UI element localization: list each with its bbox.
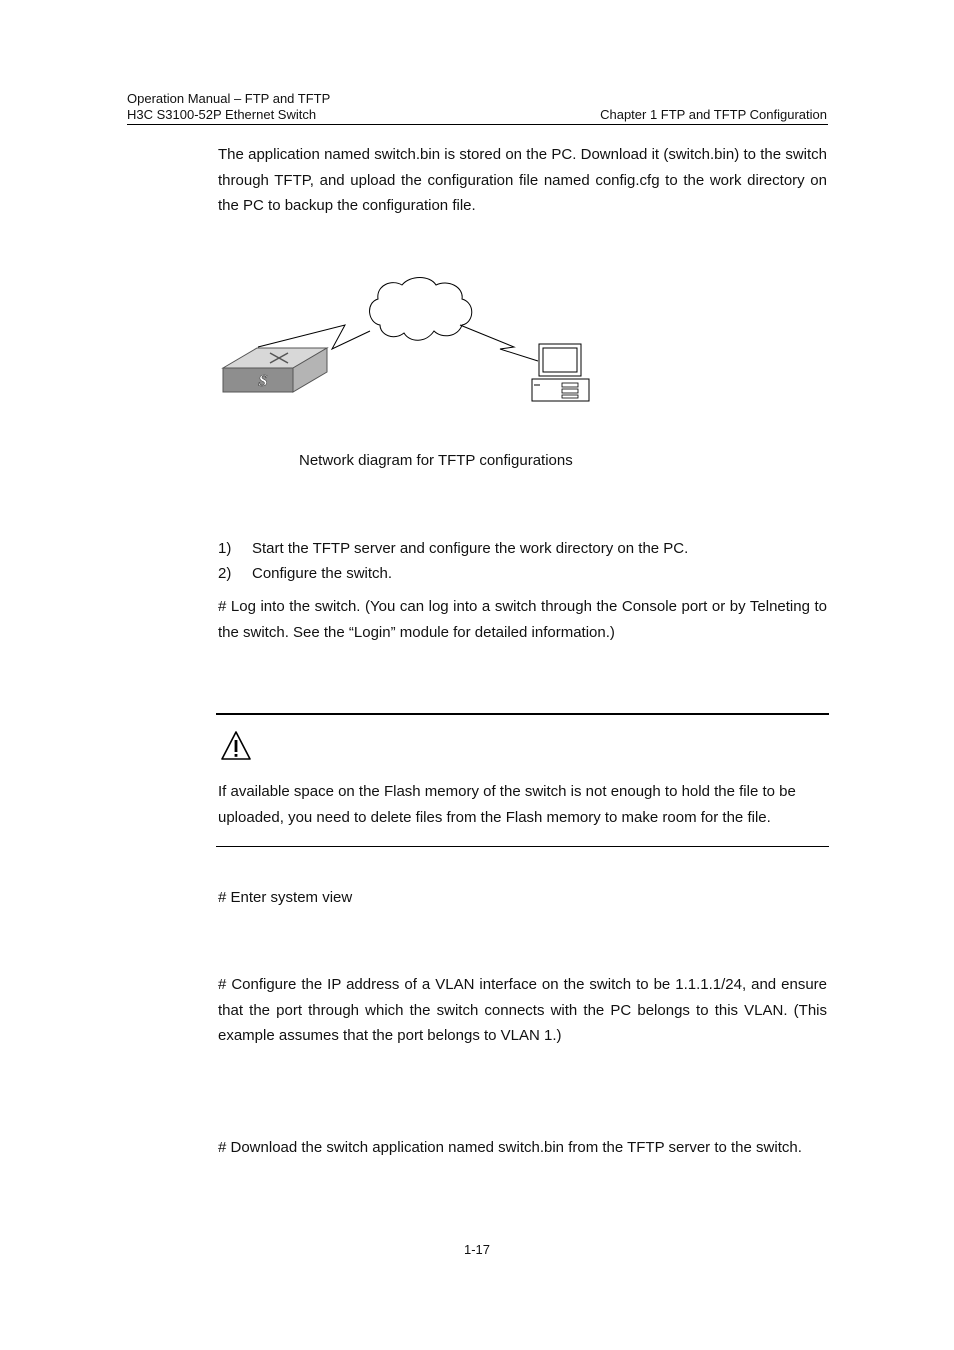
header-rule	[127, 124, 828, 125]
caution-top-rule	[216, 713, 829, 715]
page-number: 1-17	[463, 1242, 491, 1257]
download-paragraph: # Download the switch application named switch.bin from the TFTP server to the switch.	[218, 1139, 802, 1156]
link-cloud-pc	[460, 325, 538, 361]
login-paragraph: # Log into the switch. (You can log into a switch through the Console port or by Telneting to the switch. See the “Login” module for detailed information.)	[218, 598, 827, 641]
list-item	[218, 538, 688, 560]
header-chapter: Chapter 1 FTP and TFTP Configuration	[600, 107, 827, 122]
warning-icon	[220, 730, 252, 761]
link-switch-cloud	[258, 325, 370, 349]
step-text: Configure the switch.	[252, 565, 393, 582]
header-manual-title: Operation Manual – FTP and TFTP	[127, 91, 331, 106]
vlan-paragraph: # Configure the IP address of a VLAN interface on the switch to be 1.1.1.1/24, and ensure that the port through which the switch connects with the PC belongs to this VLAN. (This example assumes that the port belongs to VLAN 1.)	[218, 976, 827, 1044]
caution-bottom-rule	[216, 846, 829, 847]
step-text: Start the TFTP server and configure the work directory on the PC.	[252, 540, 689, 557]
caution-text: If available space on the Flash memory of the switch is not enough to hold the file to be uploaded, you need to delete files from the Flash memory to make room for the file.	[218, 783, 796, 826]
switch-label: S	[258, 371, 268, 390]
header-product-name: H3C S3100-52P Ethernet Switch	[127, 107, 317, 122]
cloud-icon	[370, 278, 472, 341]
step-number: 1)	[218, 540, 232, 557]
list-item	[218, 563, 392, 585]
intro-paragraph: The application named switch.bin is stored on the PC. Download it (switch.bin) to the switch through TFTP, and upload the configuration file named config.cfg to the work directory on the PC to backup the configuration file.	[218, 146, 827, 214]
pc-icon	[532, 344, 589, 401]
diagram-caption: Network diagram for TFTP configurations	[299, 452, 573, 469]
switch-icon	[223, 348, 327, 392]
network-diagram	[220, 275, 595, 405]
step-number: 2)	[218, 565, 232, 582]
system-view-note: # Enter system view	[218, 889, 353, 906]
